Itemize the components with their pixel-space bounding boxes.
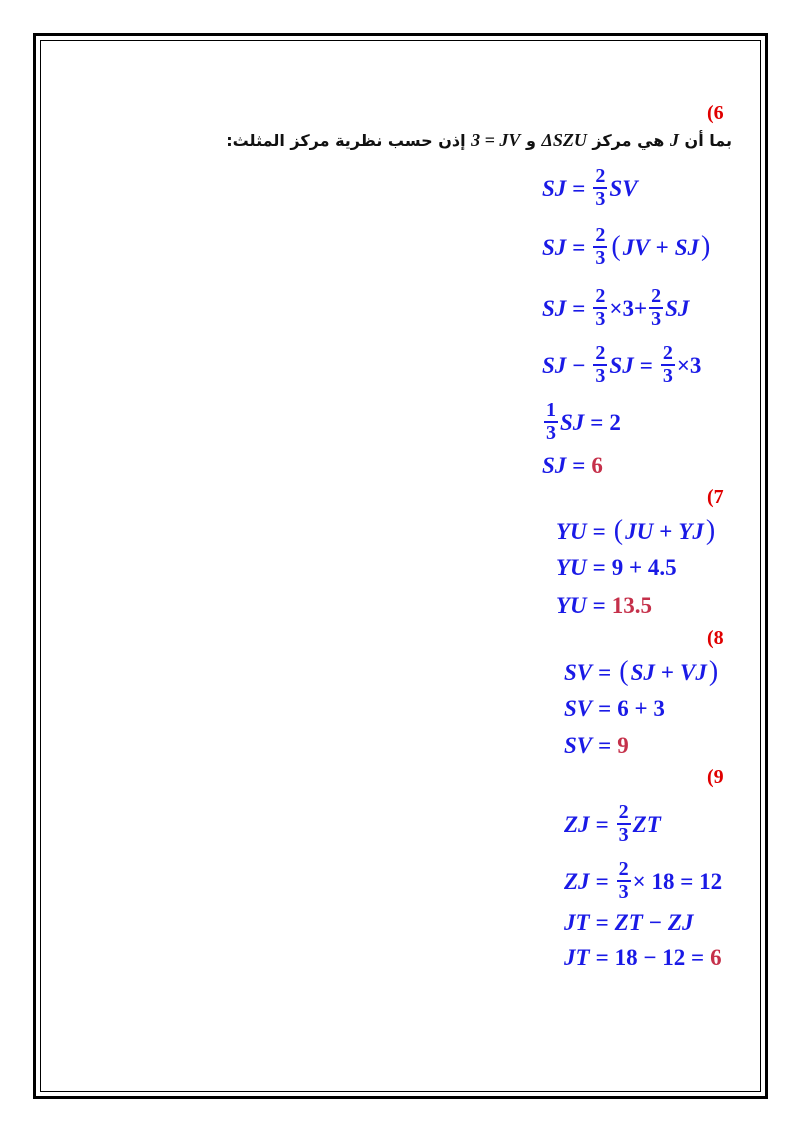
q6-l3-lhs: SJ — [542, 295, 567, 321]
q6-l1-rest: SV — [609, 175, 638, 201]
intro-mid1: هي مركز — [592, 131, 665, 150]
q7-line-3 — [556, 594, 652, 617]
q6-l2-a: JV — [622, 234, 650, 260]
q6-l4-three: 3 — [689, 352, 702, 378]
q8-l2-eq: = — [598, 696, 612, 721]
q6-line-5 — [542, 400, 621, 444]
q6-l2-frac — [593, 225, 607, 269]
q9-l1-frac — [617, 802, 631, 846]
intro-triangle: ΔSZU — [541, 130, 587, 150]
q6-l4-frac2 — [661, 343, 675, 387]
q6-l2-b: SJ — [674, 234, 699, 260]
q8-l1-lhs: SV — [564, 659, 593, 685]
q6-line-2 — [542, 225, 712, 269]
q6-l3-eq: = — [572, 295, 586, 321]
q9-l2-lhs: ZJ — [564, 868, 590, 894]
q7-l1-eq: = — [592, 518, 606, 544]
q9-l3-b: ZJ — [667, 910, 694, 935]
q8-l3-lhs: SV — [564, 733, 593, 758]
q8-l3-eq: = — [598, 733, 612, 758]
q7-l3-eq: = — [592, 593, 606, 618]
q6-l3-num2: 2 — [651, 285, 662, 307]
q7-l2-lhs: YU — [556, 555, 587, 580]
q6-l5-val: 2 — [609, 409, 621, 435]
q9-l1-den: 3 — [618, 824, 629, 846]
q6-l6-eq: = — [572, 453, 586, 478]
question-7-marker: (7 — [707, 486, 724, 508]
q6-l1-lhs: SJ — [542, 175, 567, 201]
q6-l4-frac — [593, 343, 607, 387]
q9-l1-eq: = — [595, 811, 609, 837]
q6-l4-mid: SJ — [609, 352, 634, 378]
q6-l4-den: 3 — [595, 365, 606, 387]
q8-l2-expr: 6 + 3 — [617, 696, 665, 721]
q9-l2-den: 3 — [618, 881, 629, 903]
q7-line-1 — [556, 517, 717, 545]
q8-l1-plus: + — [660, 659, 674, 685]
q9-line-1 — [564, 802, 661, 846]
q9-l1-num: 2 — [618, 801, 629, 823]
q6-l1-frac — [593, 166, 607, 210]
q6-l4-num: 2 — [595, 342, 606, 364]
q6-l3-times: × — [609, 295, 623, 321]
q9-l4-result: 6 — [710, 945, 722, 970]
intro-statement — [226, 130, 732, 151]
q6-l4-times: × — [676, 352, 690, 378]
q7-line-2 — [556, 556, 677, 579]
q6-l2-plus: + — [655, 234, 669, 260]
q6-l2-lhs: SJ — [542, 234, 567, 260]
q6-l5-lhs: SJ — [560, 409, 585, 435]
q6-l2-den: 3 — [595, 247, 606, 269]
q6-l3-frac2 — [649, 286, 663, 330]
q8-line-1 — [564, 658, 720, 686]
q8-l1-open: ( — [619, 656, 629, 687]
q6-l1-den: 3 — [595, 188, 606, 210]
q6-l5-frac — [544, 400, 558, 444]
intro-jv-value: 3 = JV — [471, 130, 521, 150]
intro-point-j: J — [669, 130, 679, 150]
q6-l3-rest: SJ — [665, 295, 690, 321]
q8-l1-close: ) — [708, 656, 719, 687]
q9-l1-lhs: ZJ — [564, 811, 590, 837]
q8-line-3 — [564, 734, 629, 757]
q6-l4-den2: 3 — [662, 365, 673, 387]
q7-l1-a: JU — [625, 518, 654, 544]
q6-line-4 — [542, 343, 701, 387]
q6-l3-num: 2 — [595, 285, 606, 307]
q6-l3-frac — [593, 286, 607, 330]
q6-line-6 — [542, 454, 603, 477]
q9-line-2 — [564, 859, 722, 903]
q7-l3-lhs: YU — [556, 593, 587, 618]
q9-line-3 — [564, 911, 693, 934]
question-9-marker: (9 — [707, 766, 724, 788]
q8-l3-result: 9 — [617, 733, 629, 758]
q6-line-3 — [542, 286, 689, 330]
q9-l2-num: 2 — [618, 858, 629, 880]
q7-l1-b: YJ — [678, 518, 704, 544]
q8-l1-eq: = — [598, 659, 612, 685]
intro-suffix: إذن حسب نظرية مركز المثلث: — [226, 131, 466, 150]
q8-l1-a: SJ — [630, 659, 655, 685]
q6-l5-eq: = — [590, 409, 604, 435]
q6-l4-lhs: SJ — [542, 352, 567, 378]
intro-prefix: بما أن — [684, 131, 732, 150]
q7-l3-result: 13.5 — [611, 593, 653, 618]
q7-l1-lhs: YU — [556, 518, 587, 544]
q7-l2-expr: 9 + 4.5 — [611, 555, 677, 580]
q6-l2-num: 2 — [595, 224, 606, 246]
q6-l4-eq: = — [639, 352, 653, 378]
q9-l2-expr: × 18 = 12 — [632, 868, 723, 894]
q9-l4-eq: = — [595, 945, 609, 970]
q7-l2-eq: = — [592, 555, 606, 580]
q6-l3-three: 3 — [622, 295, 635, 321]
q6-l2-close: ) — [700, 231, 711, 262]
q8-l2-lhs: SV — [564, 696, 593, 721]
q6-line-1 — [542, 166, 638, 210]
q6-l3-plus: + — [634, 295, 648, 321]
q6-l5-num: 1 — [546, 399, 556, 421]
q8-line-2 — [564, 697, 665, 720]
q9-line-4 — [564, 946, 722, 969]
q6-l3-den2: 3 — [651, 308, 662, 330]
intro-mid2: و — [526, 131, 536, 150]
q7-l1-close: ) — [705, 515, 716, 546]
q7-l1-plus: + — [659, 518, 673, 544]
q6-l2-open: ( — [611, 231, 621, 262]
q6-l1-eq: = — [572, 175, 586, 201]
q9-l1-rest: ZT — [632, 811, 661, 837]
q9-l2-frac — [617, 859, 631, 903]
q6-l4-num2: 2 — [662, 342, 673, 364]
question-8-marker: (8 — [707, 627, 724, 649]
question-6-marker: (6 — [707, 102, 724, 124]
q6-l2-eq: = — [572, 234, 586, 260]
q6-l3-den: 3 — [595, 308, 606, 330]
q9-l4-lhs: JT — [564, 945, 590, 970]
q6-l6-result: 6 — [591, 453, 603, 478]
q9-l2-eq: = — [595, 868, 609, 894]
q7-l1-open: ( — [613, 515, 624, 546]
q6-l1-num: 2 — [595, 165, 606, 187]
q9-l3-a: ZT — [614, 910, 643, 935]
q9-l3-lhs: JT — [564, 910, 590, 935]
q9-l4-expr: 18 − 12 = — [614, 945, 705, 970]
q8-l1-b: VJ — [679, 659, 707, 685]
q6-l4-minus: − — [572, 352, 586, 378]
q9-l3-minus: − — [648, 910, 662, 935]
q6-l5-den: 3 — [546, 422, 556, 444]
q9-l3-eq: = — [595, 910, 609, 935]
q6-l6-lhs: SJ — [542, 453, 567, 478]
